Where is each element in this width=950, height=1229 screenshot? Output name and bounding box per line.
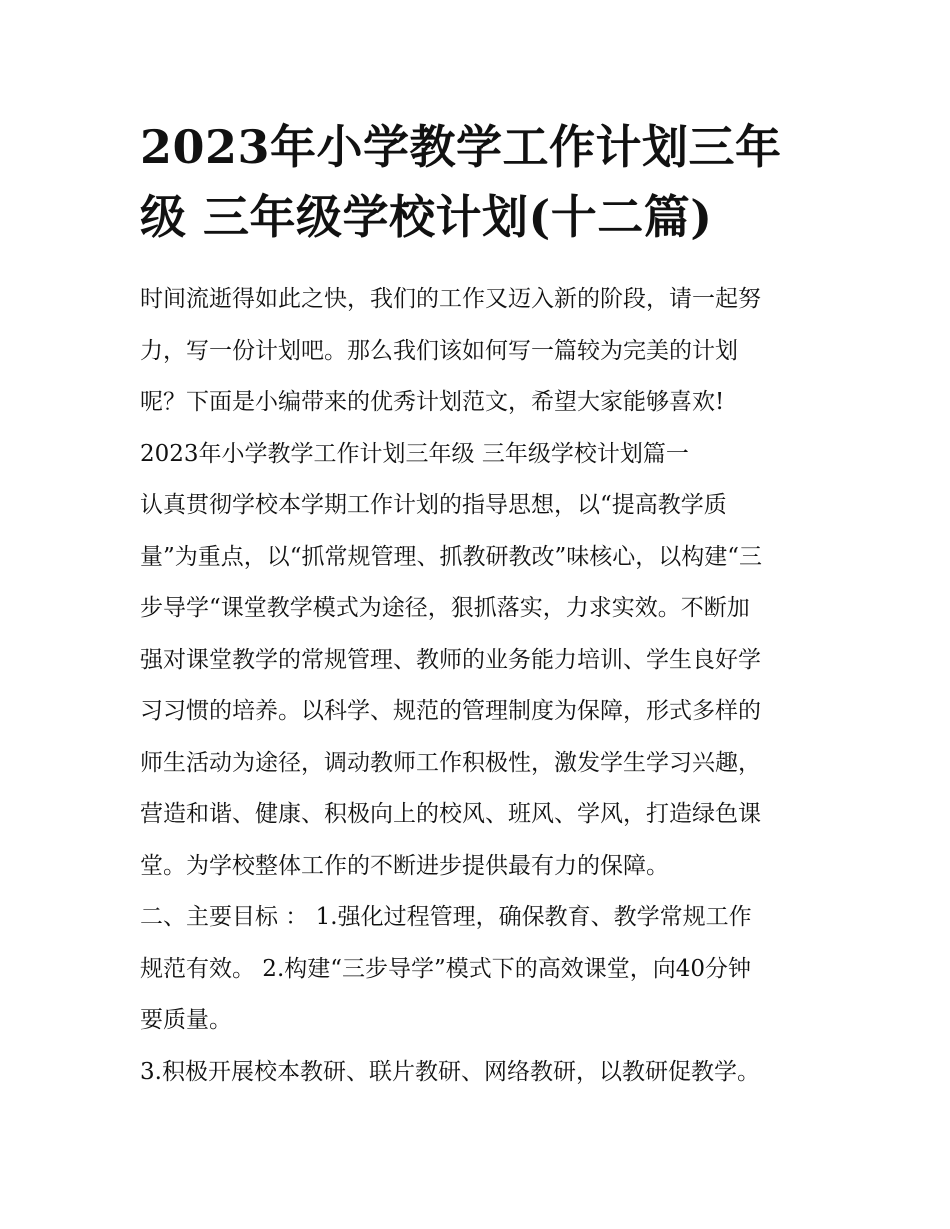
text-line: 营造和谐、健康、积极向上的校风、班风、学风，打造绿色课 [140, 801, 761, 827]
text-line: 规范有效。 2.构建“三步导学”模式下的高效课堂，向40分钟 [140, 955, 752, 982]
text-line: 强对课堂教学的常规管理、教师的业务能力培训、学生良好学 [140, 646, 761, 673]
title-line: 2023年小学教学工作计划三年 [140, 120, 782, 174]
section-heading: 2023年小学教学工作计划三年级 三年级学校计划篇一 [140, 440, 689, 467]
text-line: 呢？下面是小编带来的优秀计划范文，希望大家能够喜欢! [140, 389, 725, 415]
text-line: 力，写一份计划吧。那么我们该如何写一篇较为完美的计划 [140, 337, 738, 364]
text-line: 时间流逝得如此之快，我们的工作又迈入新的阶段，请一起努 [140, 286, 761, 312]
text-line: 步导学“课堂教学模式为途径，狠抓落实，力求实效。不断加 [140, 595, 750, 621]
text-line: 要质量。 [140, 1007, 232, 1033]
document-title [140, 112, 830, 252]
document-page [140, 112, 830, 1098]
title-line: 级 三年级学校计划(十二篇) [140, 190, 713, 244]
text-line: 习习惯的培养。以科学、规范的管理制度为保障，形式多样的 [140, 698, 761, 724]
text-line: 堂。为学校整体工作的不断进步提供最有力的保障。 [140, 852, 669, 879]
document-body [140, 274, 830, 1098]
text-line: 3.积极开展校本教研、联片教研、网络教研，以教研促教学。 [140, 1058, 760, 1085]
text-line: 二、主要目标 ： 1.强化过程管理，确保教育、教学常规工作 [140, 904, 752, 930]
text-line: 量”为重点，以“抓常规管理、抓教研教改”味核心，以构建“三 [140, 543, 763, 570]
text-line: 认真贯彻学校本学期工作计划的指导思想，以“提高教学质 [140, 492, 727, 518]
text-line: 师生活动为途径，调动教师工作积极性，激发学生学习兴趣， [140, 749, 761, 776]
